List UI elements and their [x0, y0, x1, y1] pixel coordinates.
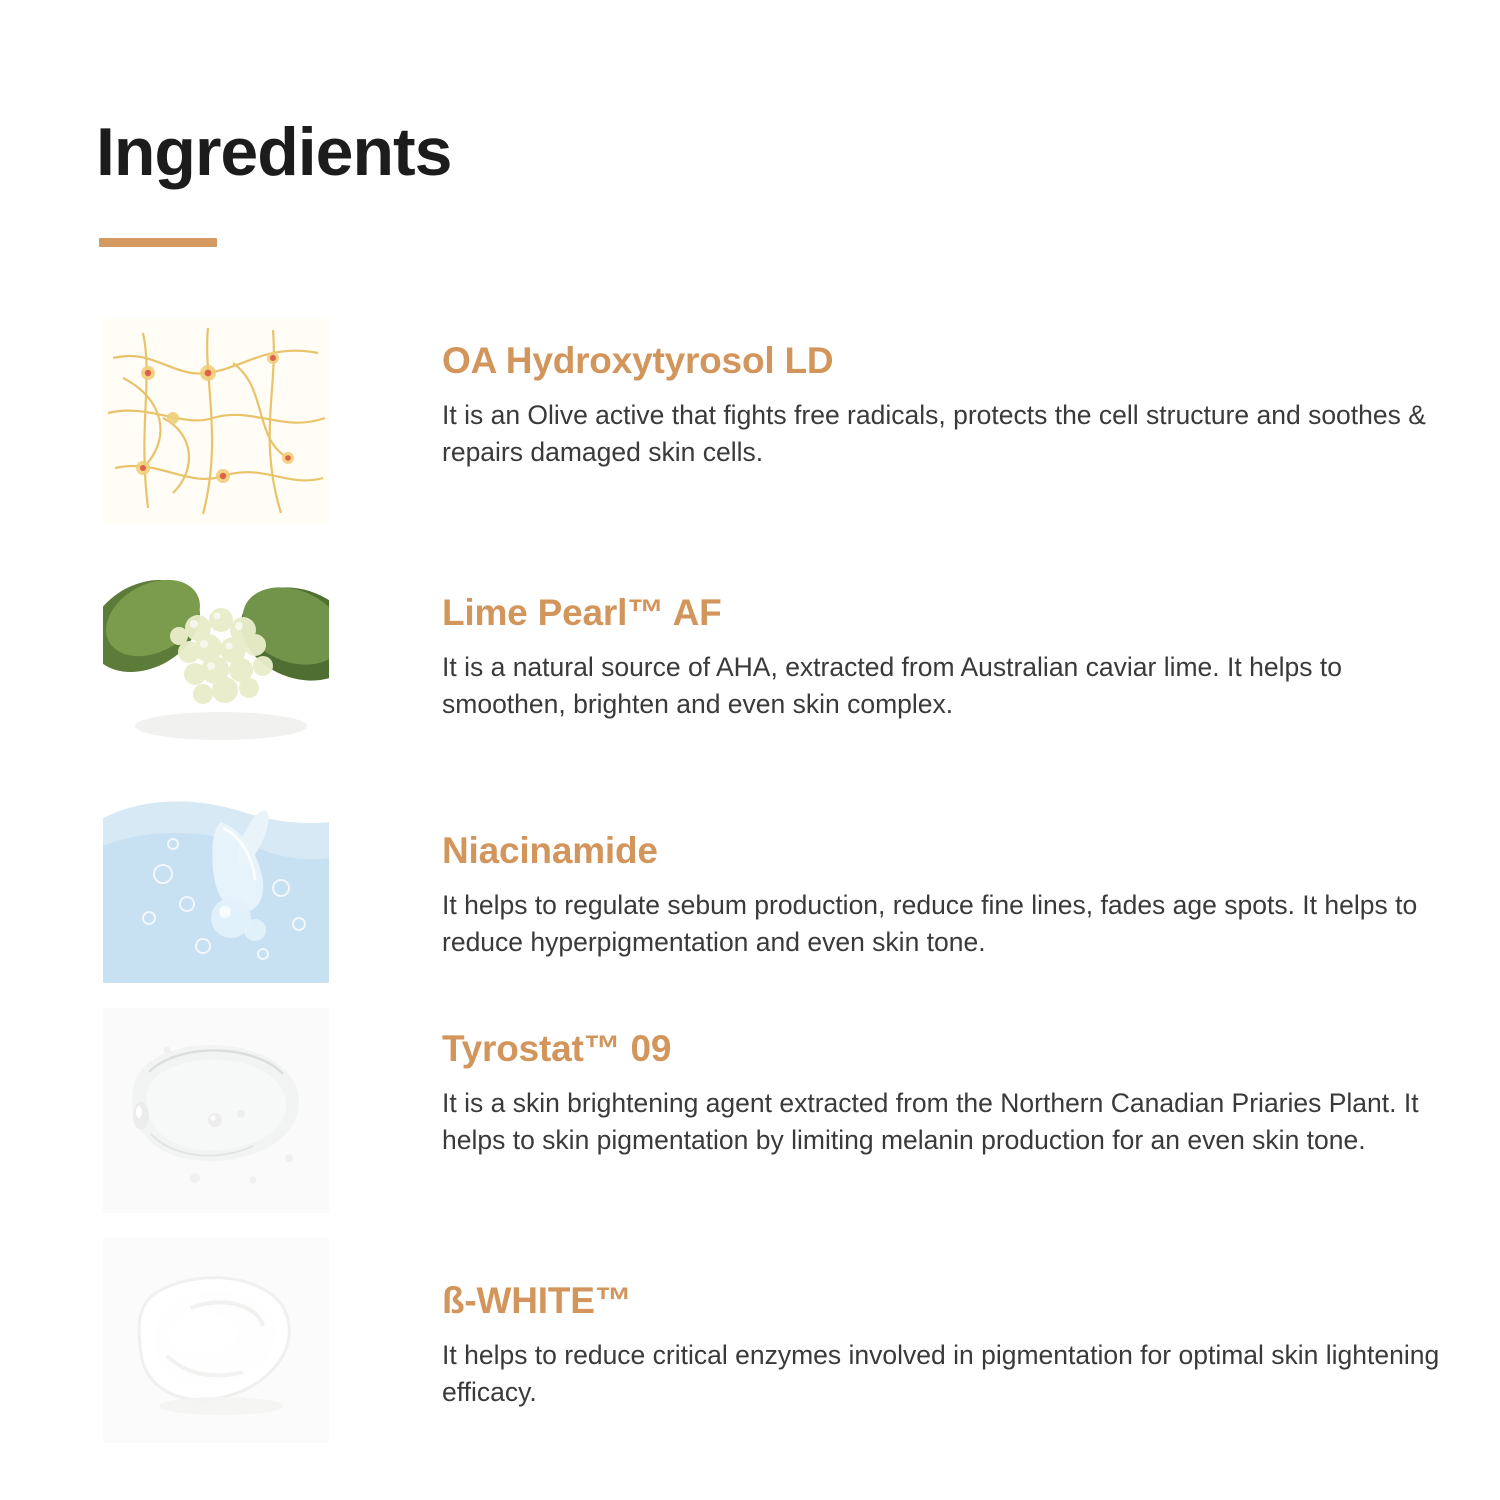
title-underline-rule	[99, 238, 217, 247]
ingredient-image-niacinamide	[103, 778, 329, 983]
ingredient-description: It is a skin brightening agent extracted from the Northern Canadian Priaries Plant. It helps to skin pigmentation by limiting melanin production for an even skin tone.	[442, 1087, 1419, 1156]
ingredient-name: Niacinamide	[442, 830, 658, 871]
ingredient-description: It is an Olive active that fights free radicals, protects the cell structure and soothes & repairs damaged skin cells.	[442, 399, 1426, 468]
ingredient-image-oa-hydroxytyrosol-ld	[103, 318, 329, 523]
ingredient-description: It helps to regulate sebum production, reduce fine lines, fades age spots. It helps to reduce hyperpigmentation and even skin tone.	[442, 889, 1418, 958]
ingredient-text-block	[442, 1008, 1452, 1160]
list-item	[0, 318, 1500, 523]
ingredient-name: Lime Pearl™ AF	[442, 592, 722, 633]
page-title: Ingredients	[96, 114, 452, 190]
ingredient-text-block	[442, 318, 1452, 472]
ingredient-image-ss-white	[103, 1238, 329, 1443]
ingredient-text-block	[442, 548, 1452, 724]
ingredient-name: ß-WHITE™	[442, 1280, 632, 1321]
list-item	[0, 1008, 1500, 1213]
ingredient-text-block	[442, 1238, 1452, 1412]
ingredient-name: OA Hydroxytyrosol LD	[442, 340, 834, 381]
ingredient-description: It helps to reduce critical enzymes involved in pigmentation for optimal skin lightening efficacy.	[442, 1339, 1440, 1408]
list-item	[0, 778, 1500, 983]
ingredient-image-tyrostat-09	[103, 1008, 329, 1213]
list-item	[0, 548, 1500, 753]
ingredients-list	[0, 318, 1500, 1468]
ingredient-description: It is a natural source of AHA, extracted from Australian caviar lime. It helps to smoothen, brighten and even skin complex.	[442, 651, 1342, 720]
list-item	[0, 1238, 1500, 1443]
ingredient-name: Tyrostat™ 09	[442, 1028, 672, 1069]
ingredient-text-block	[442, 778, 1452, 962]
ingredient-image-lime-pearl-af	[103, 548, 329, 753]
